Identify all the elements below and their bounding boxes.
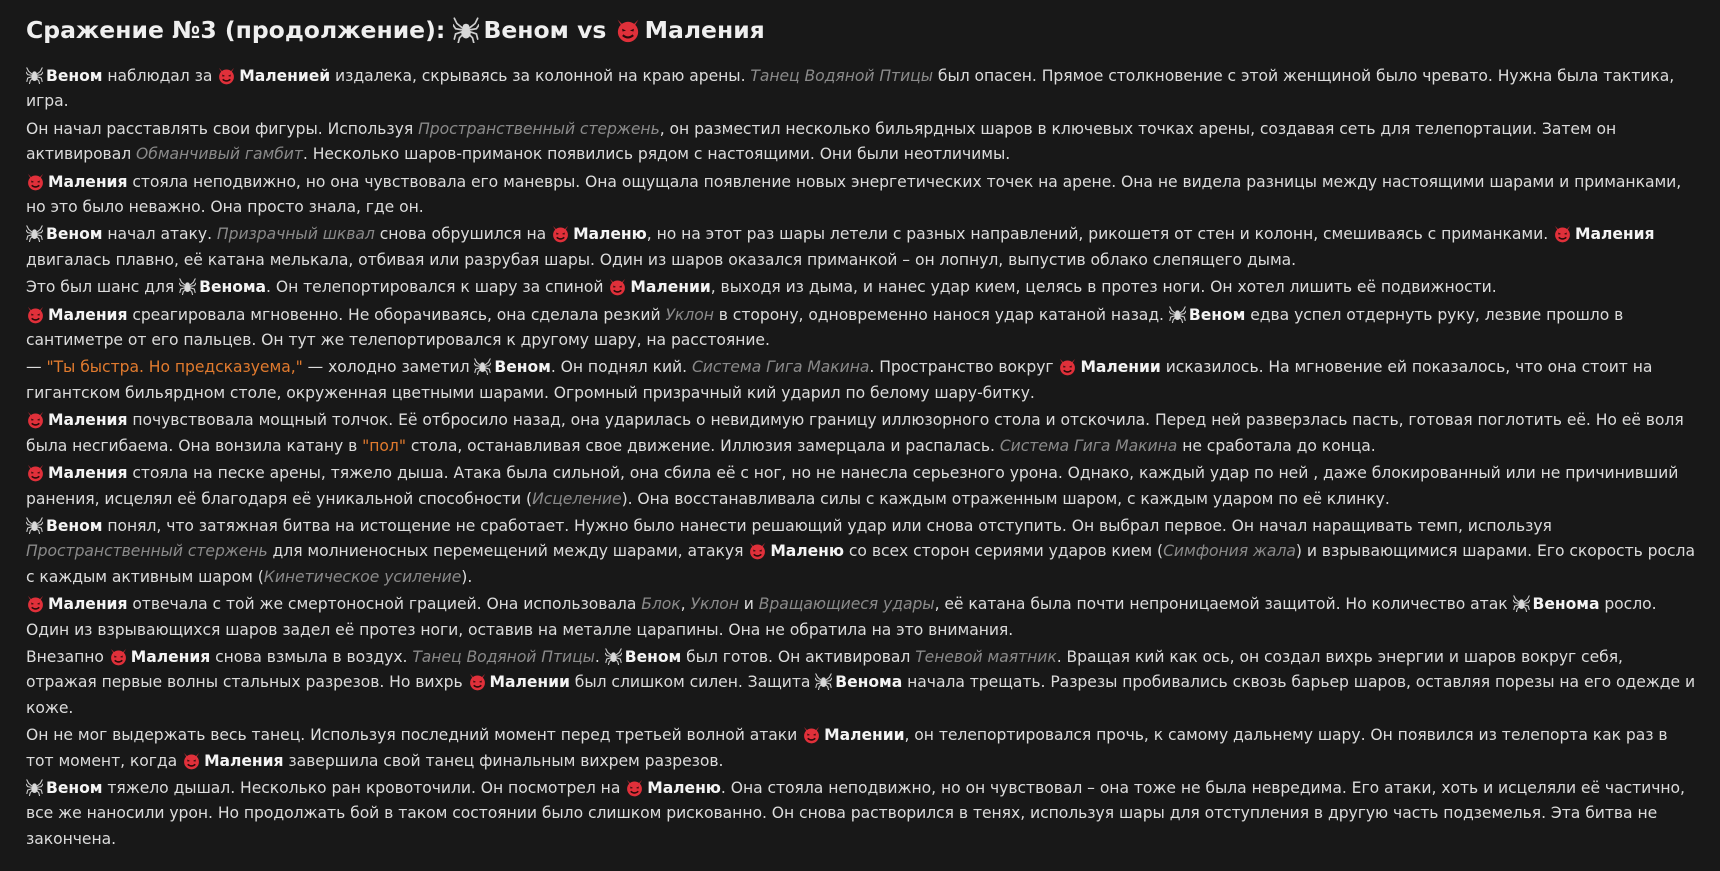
skill-name: Кинетическое усиление [263,567,462,586]
story-paragraph [26,222,1698,273]
devil-face-icon [802,725,821,744]
spider-icon [1169,306,1186,323]
narration-text: — [26,358,47,377]
skill-name: Симфония жала [1163,542,1296,561]
narration-text: понял, что затяжная битва на истощение не сработает. Нужно было нанести решающий удар или снова отступить. Он выбрал первое. Он начал наращивать темп, используя [102,516,1552,535]
character-name: Веном [46,225,103,244]
narration-text: стола, останавливая свое движение. Иллюзия замерцала и распалась. [405,436,1000,455]
narration-text: почувствовала мощный толчок. Её отбросило назад, она ударилась о невидимую границу иллюзорного стола и отскочила. Перед ней разверзлась пасть, готовая поглотить её. Но её воля была несгибаема. Она вонзила катану в [26,411,1684,455]
narration-text: Это был шанс для [26,278,180,297]
narration-text: Он не мог выдержать весь танец. Используя последний момент перед третьей волной атаки [26,726,803,745]
skill-name: Исцеление [532,489,622,508]
story-paragraph [26,461,1698,512]
spider-icon [26,67,43,84]
narration-text: стояла на песке арены, тяжело дыша. Атака была сильной, она сбила её с ног, но не нанесла серьезного урона. Однако, каждый удар по ней , даже блокированный или не причинивший ранения, исцелял её благодаря её уникальной способности ( [26,464,1679,508]
spider-icon [605,648,622,665]
narration-text: со всех сторон сериями ударов кием ( [844,542,1164,561]
narration-text: был опасен. Прямое столкновение с этой женщиной было чревато. Нужна была тактика, игра. [26,67,1675,111]
narration-text: . Пространство вокруг [869,358,1059,377]
narration-text: тяжело дышал. Несколько ран кровоточили. Он посмотрел на [102,778,626,797]
character-name: Маленю [647,778,721,797]
page-title [26,14,1698,46]
devil-face-icon [26,463,45,482]
spider-icon [26,779,43,796]
character-name: Малении [824,726,905,745]
narration-text: двигалась плавно, её катана мелькала, отбивая или разрубая шары. Один из шаров оказался приманкой – он лопнул, выпустив облако слепящего дыма. [26,250,1297,269]
devil-face-icon [26,305,45,324]
narration-text: для молниеносных перемещений между шарами, атакуя [267,542,749,561]
title-prefix: Сражение №3 (продолжение): [26,16,454,44]
skill-name: Призрачный шквал [216,225,375,244]
story-paragraph [26,408,1698,459]
narration-text: , но на этот раз шары летели с разных направлений, рикошетя от стен и колонн, смешиваясь с приманками. [646,225,1554,244]
skill-name: Уклон [665,305,714,324]
story-paragraph [26,355,1698,406]
narration-text: . Вращая кий как ось, он создал вихрь энергии и шаров вокруг себя, отражая первые волны стальных разрезов. Но вихрь [26,647,1623,692]
character-name: Маления [48,172,128,191]
narration-text: — холодно заметил [302,358,475,377]
character-name: Маления [48,411,128,430]
story-paragraph [26,170,1698,221]
spider-icon [179,278,196,295]
narration-text: Внезапно [26,647,109,666]
narration-text: отвечала с той же смертоносной грацией. Она использовала [127,595,642,614]
spider-icon [474,358,491,375]
narration-text: в сторону, одновременно нанося удар катаной назад. [713,305,1169,324]
character-name: Маления [130,647,211,666]
story-paragraph [26,514,1698,590]
story-paragraph [26,592,1698,643]
narration-text: , её катана была почти непроницаемой защитой. Но количество атак [934,595,1513,614]
narration-text: . [594,647,605,666]
narration-text: едва успел отдернуть руку, лезвие прошло в сантиметре от его пальцев. Он тут же телепортировался к другому шару, на расстояние. [26,305,1624,350]
narration-text: был готов. Он активировал [681,647,916,666]
character-name: Маленю [770,542,844,561]
story-paragraph [26,275,1698,300]
devil-face-icon [468,672,487,691]
skill-name: Теневой маятник [915,647,1057,666]
character-name: Малении [1080,358,1161,377]
spider-icon [26,225,43,242]
skill-name: Танец Водяной Птицы [412,647,595,666]
story-paragraph [26,776,1698,852]
skill-name: Пространственный стержень [26,542,268,561]
story-paragraphs [26,64,1698,852]
character-name: Маления [1575,225,1655,244]
character-name: Малении [489,673,570,692]
story-paragraph [26,117,1698,168]
narration-text: . Несколько шаров-приманок появились рядом с настоящими. Они были неотличимы. [302,145,1011,164]
narration-text: ) и взрывающимися шарами. Его скорость росла с каждым активным шаром ( [26,542,1695,586]
title-foe: Маления [644,16,765,44]
narration-text: стояла неподвижно, но она чувствовала его маневры. Она ощущала появление новых энергетических точек на арене. Она не видела разницы между настоящими шарами и приманками, но это было неважно. Она просто знала, где он. [26,172,1682,217]
devil-face-icon [26,172,45,191]
narration-text: росло. Один из взрывающихся шаров задел её протез ноги, оставив на металле царапины. Она не обратила на это внимания. [26,595,1657,639]
character-name: Веном [46,67,103,85]
narration-text: , [680,595,691,614]
narration-text: снова обрушился на [374,225,552,244]
narration-text: не сработала до конца. [1177,436,1376,455]
quoted-speech: "пол" [362,436,406,455]
spider-icon [815,673,832,690]
narration-text: ). Она восстанавливала силы с каждым отраженным шаром, с каждым ударом по её клинку. [621,489,1390,508]
narration-text: наблюдал за [102,67,218,85]
story-container [26,0,1698,854]
spider-icon [1513,595,1530,612]
devil-face-icon [615,17,641,43]
skill-name: Пространственный стержень [418,119,660,138]
narration-text: завершила свой танец финальным вихрем разрезов. [283,751,724,770]
skill-name: Обманчивый гамбит [136,145,303,164]
story-paragraph [26,64,1698,115]
devil-face-icon [26,410,45,429]
skill-name: Блок [641,595,681,614]
narration-text: . Она стояла неподвижно, но он чувствовал – она тоже не была невредима. Его атаки, хоть и исцеляли её частично, все же наносили урон. Но продолжать бой в таком состоянии было слишком рискованно. Он снова растворился в тенях, используя шары для отступления в другую часть подземелья. Эта битва не закончена. [26,778,1685,848]
narration-text: был слишком силен. Защита [569,673,816,692]
narration-text: , он разместил несколько бильярдных шаров в ключевых точках арены, создавая сеть для телепортации. Затем он активировал [26,119,1617,164]
narration-text: . Он поднял кий. [550,358,692,377]
character-name: Венома [1532,595,1600,614]
spider-icon [453,17,479,43]
skill-name: Система Гига Макина [999,436,1178,455]
narration-text: ). [461,567,473,586]
character-name: Маления [48,305,128,324]
title-hero: Веном [483,16,569,44]
character-name: Веном [1188,305,1246,324]
character-name: Веном [494,358,551,377]
devil-face-icon [551,224,570,243]
devil-face-icon [217,66,236,85]
character-name: Маленией [239,67,331,85]
character-name: Веном [624,647,682,666]
devil-face-icon [608,277,627,296]
character-name: Малении [630,278,711,297]
skill-name: Вращающиеся удары [758,595,935,614]
character-name: Маления [48,464,128,483]
devil-face-icon [182,751,201,770]
skill-name: Уклон [690,595,739,614]
character-name: Маленю [573,225,647,244]
story-paragraph [26,723,1698,774]
character-name: Веном [46,516,103,535]
devil-face-icon [109,647,128,666]
narration-text: исказилось. На мгновение ей показалось, что она стоит на гигантском бильярдном столе, окруженная цветными шарами. Огромный призрачный кий ударил по белому шару-битку. [26,358,1653,402]
devil-face-icon [625,778,644,797]
skill-name: Система Гига Макина [691,358,870,377]
devil-face-icon [1553,224,1572,243]
narration-text: среагировала мгновенно. Не оборачиваясь, она сделала резкий [127,305,666,324]
character-name: Маления [48,595,128,614]
skill-name: Танец Водяной Птицы [750,67,933,85]
narration-text: и [738,595,759,614]
story-paragraph [26,645,1698,721]
character-name: Венома [199,278,267,297]
narration-text: начал атаку. [102,225,217,244]
devil-face-icon [1058,357,1077,376]
narration-text: издалека, скрываясь за колонной на краю арены. [330,67,751,85]
story-paragraph [26,303,1698,354]
spider-icon [26,517,43,534]
narration-text: , он телепортировался прочь, к самому дальнему шару. Он появился из телепорта как раз в тот момент, когда [26,726,1668,770]
narration-text: снова взмыла в воздух. [210,647,413,666]
character-name: Маления [204,751,284,770]
narration-text: , выходя из дыма, и нанес удар кием, целясь в протез ноги. Он хотел лишить её подвижности. [710,278,1497,297]
devil-face-icon [748,541,767,560]
character-name: Венома [835,673,903,692]
quoted-speech: "Ты быстра. Но предсказуема," [46,358,303,377]
narration-text: Он начал расставлять свои фигуры. Используя [26,119,419,138]
devil-face-icon [26,594,45,613]
character-name: Веном [46,778,103,797]
narration-text: . Он телепортировался к шару за спиной [266,278,609,297]
title-vs: vs [568,16,615,44]
narration-text: начала трещать. Разрезы пробивались сквозь барьер шаров, оставляя порезы на его одежде и коже. [26,673,1696,717]
